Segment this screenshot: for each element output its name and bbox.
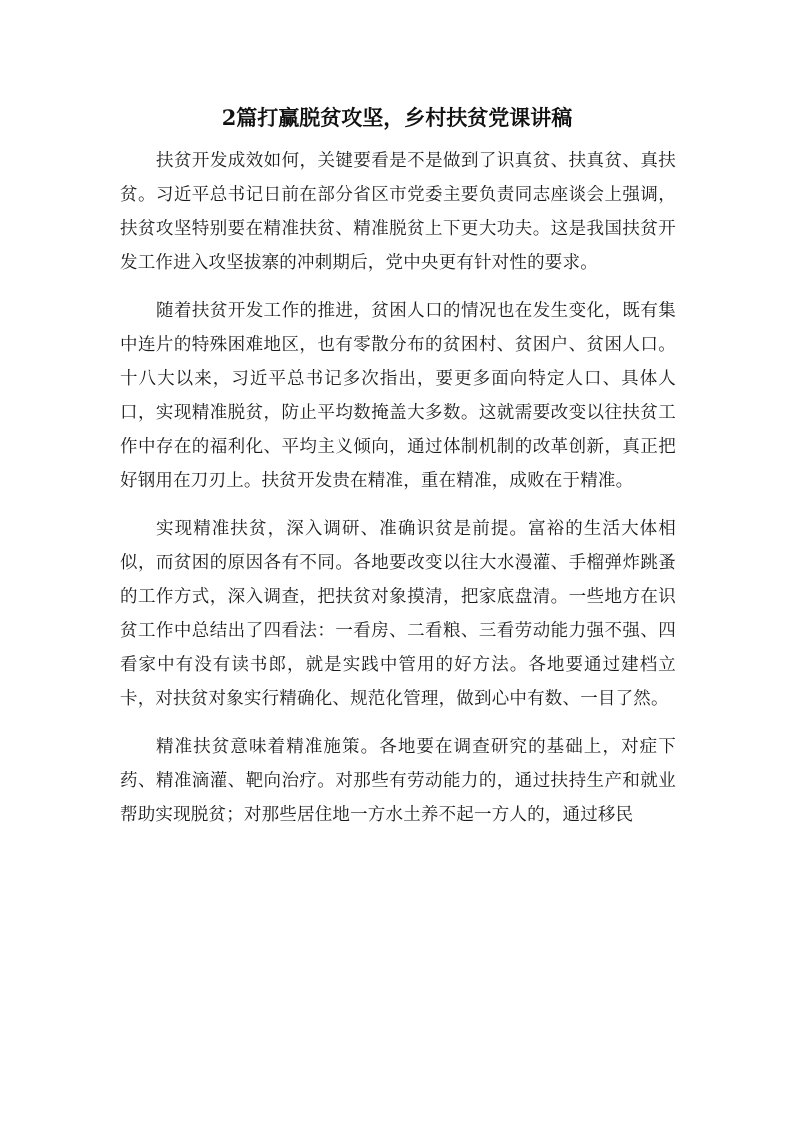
paragraph-4: 精准扶贫意味着精准施策。各地要在调查研究的基础上，对症下药、精准滴灌、靶向治疗。对那些有劳动能力的，通过扶持生产和就业帮助实现脱贫；对那些居住地一方水土养不起一方人的，通过移民 [120, 737, 676, 825]
paragraph-3: 实现精准扶贫，深入调研、准确识贫是前提。富裕的生活大体相似，而贫困的原因各有不同。各地要改变以往大水漫灌、手榴弹炸跳蚤的工作方式，深入调查，把扶贫对象摸清，把家底盘清。一些地方在识贫工作中总结出了四看法：一看房、二看粮、三看劳动能力强不强、四看家中有没有读书郎，就是实践中管用的好方法。各地要通过建档立卡，对扶贫对象实行精确化、规范化管理，做到心中有数、一目了然。 [120, 519, 676, 709]
document-title: 2篇打赢脱贫攻坚，乡村扶贫党课讲稿 [221, 105, 573, 130]
paragraph-spacer [120, 280, 676, 294]
document-body [120, 144, 676, 832]
paragraph-1: 扶贫开发成效如何，关键要看是不是做到了识真贫、扶真贫、真扶贫。习近平总书记日前在部分省区市党委主要负责同志座谈会上强调，扶贫攻坚特别要在精准扶贫、精准脱贫上下更大功夫。这是我国扶贫开发工作进入攻坚拔寨的冲刺期后，党中央更有针对性的要求。 [120, 151, 676, 273]
paragraph-spacer [120, 498, 676, 512]
paragraph-2: 随着扶贫开发工作的推进，贫困人口的情况也在发生变化，既有集中连片的特殊困难地区，也有零散分布的贫困村、贫困户、贫困人口。十八大以来，习近平总书记多次指出，要更多面向特定人口、具体人口，实现精准脱贫，防止平均数掩盖大多数。这就需要改变以往扶贫工作中存在的福利化、平均主义倾向，通过体制机制的改革创新，真正把好钢用在刀刃上。扶贫开发贵在精准，重在精准，成败在于精准。 [120, 301, 676, 491]
paragraph-spacer [120, 716, 676, 730]
